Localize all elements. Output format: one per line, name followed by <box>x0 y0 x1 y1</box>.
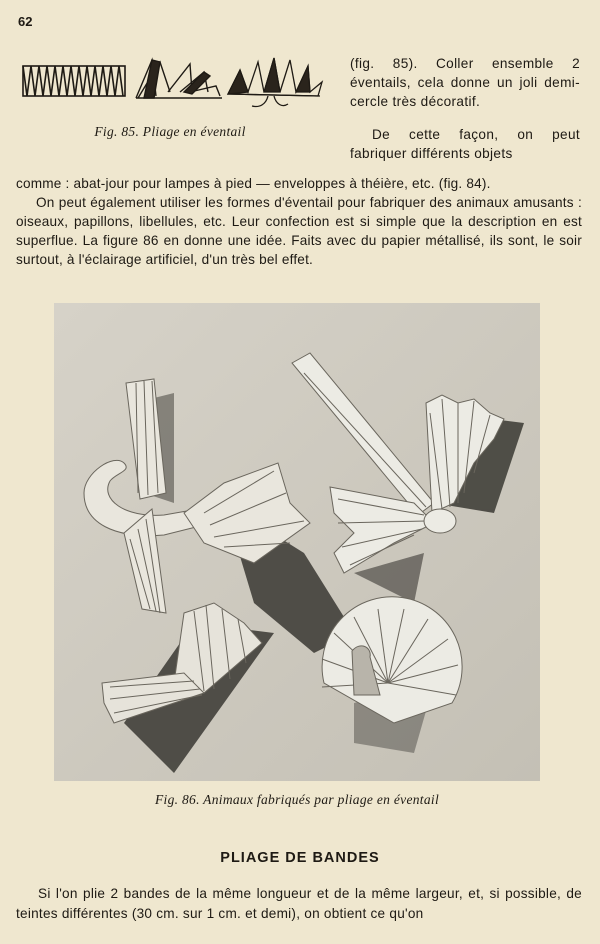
fig85-illustration <box>20 52 330 122</box>
section-paragraph: Si l'on plie 2 bandes de la même longueur et de la même largeur, et, si possible, de teintes différentes (30 cm. sur 1 cm. et demi), on obtient ce qu'on <box>16 886 582 921</box>
semicircle-fan <box>228 58 322 107</box>
side-text-column <box>350 54 580 163</box>
side-paragraph-1: (fig. 85). Coller ensemble 2 éventails, cela donne un joli demi-cercle très décoratif. <box>350 56 580 109</box>
page-number: 62 <box>18 14 33 29</box>
fig86-caption: Fig. 86. Animaux fabriqués par pliage en éventail <box>154 792 440 807</box>
section-heading: PLIAGE DE BANDES <box>220 850 380 866</box>
body-text <box>16 174 582 269</box>
body-paragraph-continued: comme : abat-jour pour lampes à pied — enveloppes à théière, etc. (fig. 84). <box>16 176 491 191</box>
fig85-caption: Fig. 85. Pliage en éventail <box>94 124 246 139</box>
section-text <box>16 884 582 924</box>
fig86-photograph <box>54 303 540 781</box>
half-fan-left <box>136 60 222 98</box>
side-paragraph-2: De cette façon, on peut fabriquer différents objets <box>350 127 580 161</box>
pleated-strip <box>23 66 125 96</box>
body-paragraph-animals: On peut également utiliser les formes d'éventail pour fabriquer des animaux amusants : oiseaux, papillons, libellules, etc. Leur confection est si simple que la description en est superflue. La figure 86 en donne une idée. Faits avec du papier métallisé, ils sont, le soir surtout, à l'éclairage artificiel, d'un très bel effet. <box>16 195 582 267</box>
